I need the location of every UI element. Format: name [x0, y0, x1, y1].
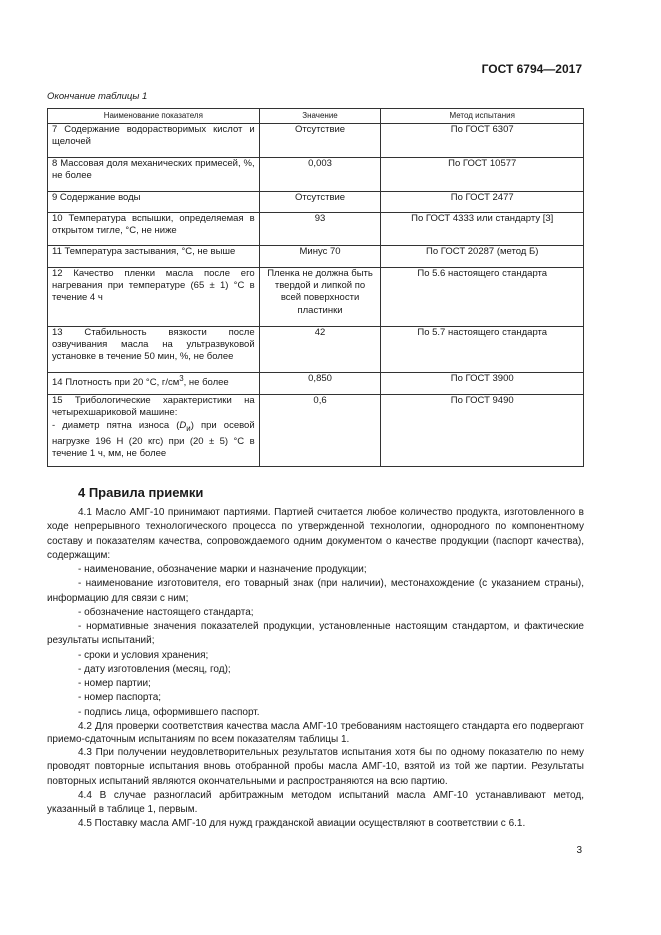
- document-header: ГОСТ 6794—2017: [481, 62, 582, 76]
- row-subitem: - диаметр пятна износа $(D_и)$ при осевой нагрузке 196 Н (20 кгс) при (20 ± 5) °С в течение 1 ч, мм, не более: [52, 420, 255, 459]
- list-item: - наименование, обозначение марки и назначение продукции;: [78, 564, 367, 575]
- paragraph: 4.4 В случае разногласий арбитражным методом испытаний масла АМГ-10 устанавливают метод, указанный в таблице 1, первым.: [47, 789, 584, 816]
- list-item: - сроки и условия хранения;: [78, 649, 209, 661]
- row-value: Минус 70: [259, 246, 381, 268]
- row-name: 13 Стабильность вязкости после озвучивания масла на ультразвуковой установке в течение 50 мин, %, не более: [48, 327, 260, 373]
- row-name: 11 Температура застывания, °С, не выше: [48, 246, 260, 268]
- row-method: По 5.7 настоящего стандарта: [381, 327, 584, 373]
- row-method: По ГОСТ 10577: [381, 158, 584, 192]
- table-row: [48, 395, 584, 467]
- row-value: Отсутствие: [259, 192, 381, 213]
- column-header-value: Значение: [259, 109, 381, 124]
- row-name-suffix: , не более: [183, 377, 229, 389]
- table-row: [48, 373, 584, 395]
- list-item: - подпись лица, оформившего паспорт.: [78, 706, 260, 718]
- paragraph: 4.5 Поставку масла АМГ-10 для нужд гражданской авиации осуществляют в соответствии с 6.1.: [78, 818, 526, 830]
- row-method: По ГОСТ 9490: [381, 395, 584, 467]
- list-item: - номер паспорта;: [78, 692, 162, 704]
- row-value: 42: [259, 327, 381, 373]
- row-value: Отсутствие: [259, 124, 381, 158]
- row-value: Пленка не должна быть твердой и липкой по всей поверхности пластинки: [259, 268, 381, 327]
- paragraph: 4.1 Масло АМГ-10 принимают партиями. Партией считается любое количество продукта, изготовленного в ходе непрерывного технологического процесса по утвержденной технологии, однородного по компонентному составу и показателям качества, сопровождаемого одним документом о качестве продукции (паспорт качества), содержащим:: [47, 507, 584, 561]
- row-value: 0,850: [259, 373, 381, 395]
- table-header-row: [48, 109, 584, 124]
- row-name: 12 Качество пленки масла после его нагревания при температуре (65 ± 1) °С в течение 4 ч: [48, 268, 260, 327]
- paragraph: 4.3 При получении неудовлетворительных результатов испытания хотя бы по одному показателю по нему проводят повторные испытания вновь отобранной пробы масла АМГ-10, взятой из той же партии. Результаты повторных испытаний являются окончательными и распространяются на всю партию.: [47, 747, 584, 787]
- variable-index: и: [186, 424, 191, 434]
- row-name: 9 Содержание воды: [48, 192, 260, 213]
- table-row: [48, 192, 584, 213]
- column-header-name: Наименование показателя: [48, 109, 260, 124]
- table-caption: Окончание таблицы 1: [47, 91, 148, 102]
- row-method: По ГОСТ 4333 или стандарту [3]: [381, 213, 584, 246]
- row-name: 10 Температура вспышки, определяемая в открытом тигле, °С, не ниже: [48, 213, 260, 246]
- row-method: По ГОСТ 3900: [381, 373, 584, 395]
- row-method: По ГОСТ 20287 (метод Б): [381, 246, 584, 268]
- row-name: [48, 373, 260, 395]
- row-value: 0,6: [259, 395, 381, 467]
- row-method: По ГОСТ 2477: [381, 192, 584, 213]
- table-row: [48, 124, 584, 158]
- row-name: [48, 395, 260, 467]
- table-row: [48, 213, 584, 246]
- list-item: - дату изготовления (месяц, год);: [78, 663, 231, 675]
- row-method: По 5.6 настоящего стандарта: [381, 268, 584, 327]
- table-row: [48, 268, 584, 327]
- list-item: - наименование изготовителя, его товарный знак (при наличии), местонахождение (с указанием страны), информацию для связи с ним;: [47, 578, 584, 604]
- list-item: - обозначение настоящего стандарта;: [78, 606, 254, 618]
- list-item: - номер партии;: [78, 678, 151, 689]
- parameters-table: [47, 108, 584, 467]
- table-row: [48, 246, 584, 268]
- section-body: [47, 506, 584, 832]
- row-method: По ГОСТ 6307: [381, 124, 584, 158]
- variable-symbol: D: [179, 420, 187, 432]
- column-header-method: Метод испытания: [381, 109, 584, 124]
- table-row: [48, 327, 584, 373]
- section-title: 4 Правила приемки: [78, 485, 204, 500]
- unit-superscript: 3: [179, 374, 184, 383]
- row-name: 8 Массовая доля механических примесей, %, не более: [48, 158, 260, 192]
- list-item: - нормативные значения показателей продукции, установленные настоящим стандартом, и фактические результаты испытаний;: [47, 621, 584, 647]
- row-value: 93: [259, 213, 381, 246]
- row-name-text: 15 Трибологические характеристики на четырехшариковой машине:: [52, 395, 255, 419]
- row-value: 0,003: [259, 158, 381, 192]
- table-row: [48, 158, 584, 192]
- row-name: 7 Содержание водорастворимых кислот и щелочей: [48, 124, 260, 158]
- row-name-text: 14 Плотность при 20 °С, г/см: [52, 377, 180, 389]
- page-number: 3: [576, 845, 582, 856]
- paragraph: 4.2 Для проверки соответствия качества масла АМГ-10 требованиям настоящего стандарта его подвергают приемо-сдаточным испытаниям по всем показателям таблицы 1.: [47, 720, 584, 745]
